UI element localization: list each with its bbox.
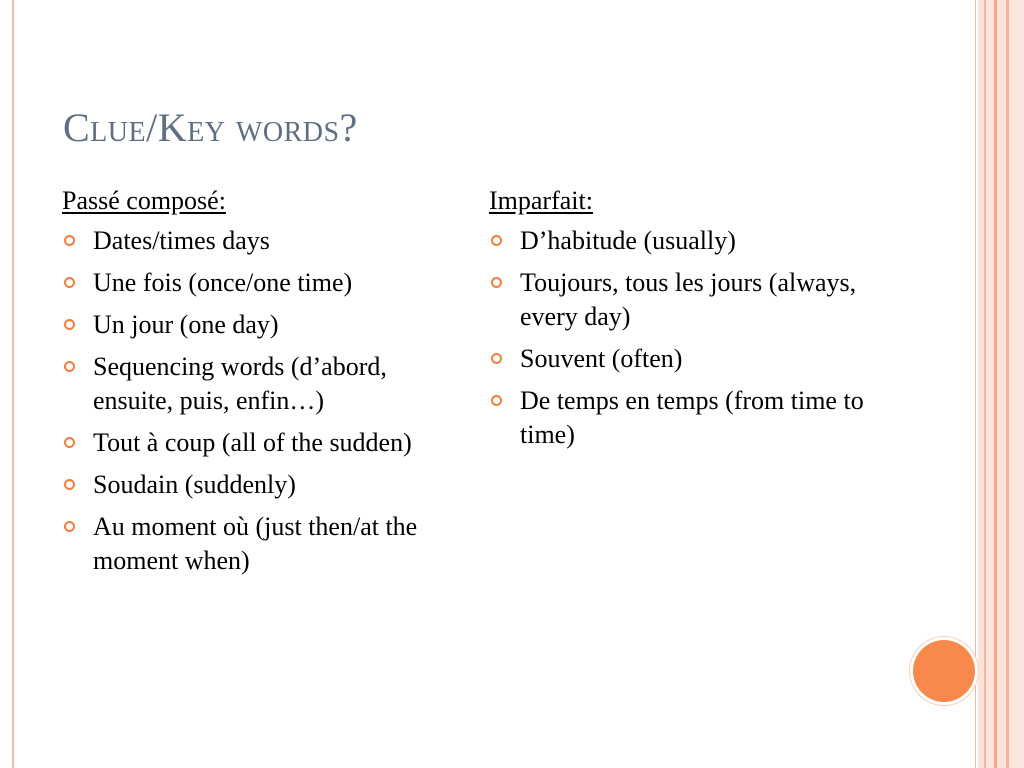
bullet-icon xyxy=(64,277,75,288)
bullet-icon xyxy=(491,277,502,288)
list-item xyxy=(62,426,462,460)
list-item-text: D’habitude (usually) xyxy=(520,226,736,255)
list-item-text: Sequencing words (d’abord, ensuite, puis, enfin…) xyxy=(93,352,387,415)
bullet-icon xyxy=(64,235,75,246)
bullet-icon xyxy=(491,353,502,364)
list-item xyxy=(62,224,462,258)
bullet-icon xyxy=(64,437,75,448)
bullet-icon xyxy=(64,319,75,330)
list-item-text: Un jour (one day) xyxy=(93,310,279,339)
list-item xyxy=(489,266,889,334)
imparfait-list xyxy=(489,224,889,452)
list-item-text: Toujours, tous les jours (always, every day) xyxy=(520,268,857,331)
list-item-text: Au moment où (just then/at the moment when) xyxy=(93,512,418,575)
right-decorative-stripes xyxy=(978,0,1024,768)
stripe xyxy=(997,0,1006,768)
orange-circle-decoration-icon xyxy=(913,640,975,702)
list-item xyxy=(62,510,462,578)
list-item-text: Dates/times days xyxy=(93,226,270,255)
list-item xyxy=(489,224,889,258)
list-item-text: Soudain (suddenly) xyxy=(93,470,296,499)
bullet-icon xyxy=(64,521,75,532)
list-item-text: De temps en temps (from time to time) xyxy=(520,386,864,449)
imparfait-heading: Imparfait: xyxy=(489,186,593,215)
passe-compose-heading: Passé composé: xyxy=(62,186,226,215)
list-item xyxy=(62,350,462,418)
list-item-text: Tout à coup (all of the sudden) xyxy=(93,428,412,457)
bullet-icon xyxy=(64,479,75,490)
list-item-text: Une fois (once/one time) xyxy=(93,268,353,297)
list-item-text: Souvent (often) xyxy=(520,344,683,373)
bullet-icon xyxy=(64,361,75,372)
stripe xyxy=(1009,0,1024,768)
list-item xyxy=(62,266,462,300)
slide-title: Clue/Key words? xyxy=(63,105,358,150)
passe-compose-column xyxy=(62,184,462,586)
list-item xyxy=(489,342,889,376)
list-item xyxy=(62,308,462,342)
imparfait-column xyxy=(489,184,889,460)
list-item xyxy=(62,468,462,502)
passe-compose-list xyxy=(62,224,462,578)
bullet-icon xyxy=(491,235,502,246)
list-item xyxy=(489,384,889,452)
bullet-icon xyxy=(491,395,502,406)
stripe xyxy=(986,0,994,768)
